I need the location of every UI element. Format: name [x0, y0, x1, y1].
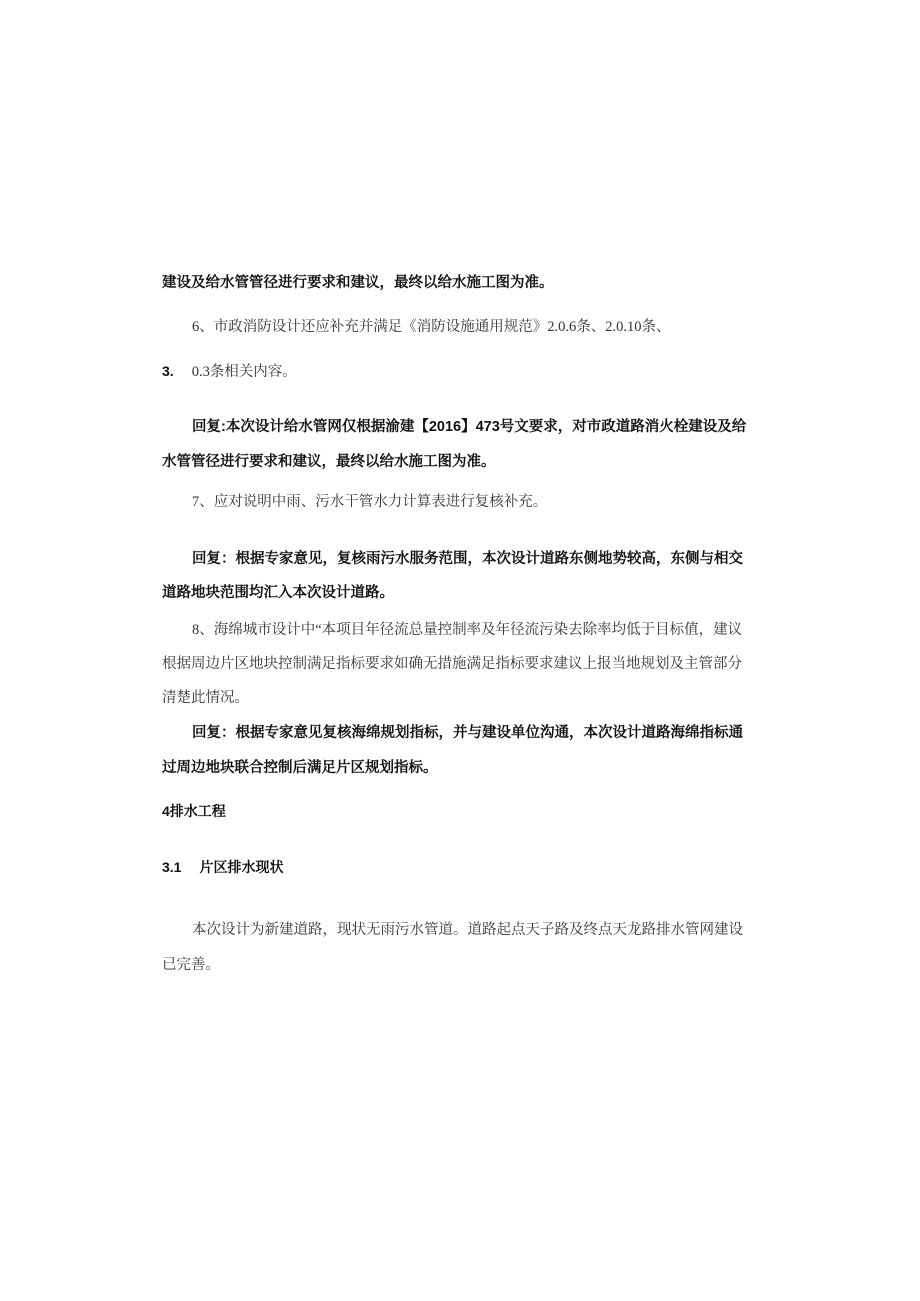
- reply-line: 回复：根据专家意见，复核雨污水服务范围，本次设计道路东侧地势较高，东侧与相交: [192, 551, 743, 567]
- reply-line: 道路地块范围均汇入本次设计道路。: [162, 585, 394, 601]
- paragraph-line: 根据周边片区地块控制满足指标要求如确无措施满足指标要求建议上报当地规划及主管部分: [162, 656, 742, 672]
- reply-line: 过周边地块联合控制后满足片区规划指标。: [162, 760, 438, 776]
- reply-line: 水管管径进行要求和建议，最终以给水施工图为准。: [162, 454, 496, 470]
- subsection-title: 片区排水现状: [199, 859, 284, 875]
- list-text: 0.3条相关内容。: [191, 364, 297, 380]
- subsection-heading: [162, 857, 283, 877]
- reply-line: 回复:本次设计给水管网仅根据渝建【2016】473号文要求，对市政道路消火栓建设及给: [192, 419, 747, 435]
- paragraph-line: 建设及给水管管径进行要求和建议，最终以给水施工图为准。: [162, 275, 554, 291]
- paragraph-line: 6、市政消防设计还应补充并满足《消防设施通用规范》2.0.6条、2.0.10条、: [192, 319, 671, 335]
- paragraph-line: [162, 361, 297, 382]
- reply-line: 回复：根据专家意见复核海绵规划指标，并与建设单位沟通，本次设计道路海绵指标通: [192, 725, 743, 741]
- subsection-number: 3.1: [162, 859, 182, 875]
- paragraph-line: 本次设计为新建道路，现状无雨污水管道。道路起点天子路及终点天龙路排水管网建设: [192, 922, 743, 938]
- list-number: 3.: [162, 363, 174, 379]
- section-heading: 4排水工程: [162, 803, 226, 819]
- paragraph-line: 8、海绵城市设计中“本项目年径流总量控制率及年径流污染去除率均低于目标值，建议: [192, 622, 743, 638]
- paragraph-line: 已完善。: [162, 957, 220, 973]
- paragraph-line: 清楚此情况。: [162, 690, 249, 706]
- paragraph-line: 7、应对说明中雨、污水干管水力计算表进行复核补充。: [192, 494, 548, 510]
